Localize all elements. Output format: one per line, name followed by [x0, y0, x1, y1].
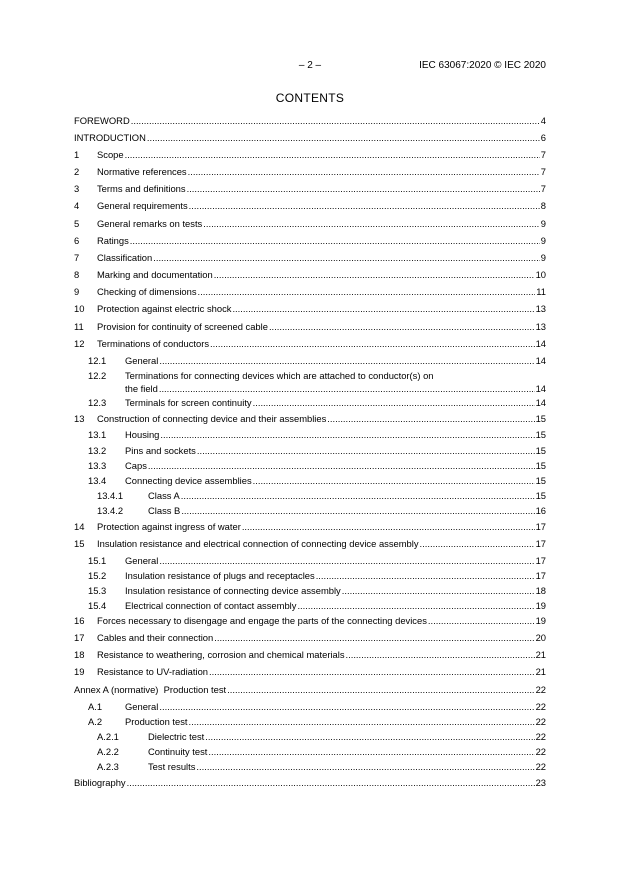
toc-entry-title: Scope — [97, 149, 124, 160]
toc-entry-11[interactable] — [74, 320, 546, 334]
toc-entry-title: Housing — [125, 429, 160, 440]
toc-entry-15-1[interactable] — [74, 554, 546, 568]
toc-entry-page: 14 — [535, 338, 546, 349]
toc-entry-number: 5 — [74, 218, 80, 229]
toc-entry-page: 17 — [535, 570, 546, 581]
toc-entry-page: 20 — [535, 632, 546, 643]
toc-entry-a-2[interactable] — [74, 715, 546, 729]
toc-entry-page: 7 — [540, 149, 546, 160]
toc-entry-3[interactable] — [74, 182, 546, 196]
toc-entry-title: Test results — [148, 761, 196, 772]
toc-entry-title: Production test — [125, 716, 188, 727]
toc-entry-title-line1: Terminations for connecting devices which are attached to conductor(s) on — [125, 370, 434, 381]
toc-entry-annex-a[interactable] — [74, 683, 546, 697]
toc-entry-title: Continuity test — [148, 746, 208, 757]
toc-entry-bibliography[interactable] — [74, 776, 546, 790]
toc-entry-10[interactable] — [74, 302, 546, 316]
toc-entry-foreword[interactable] — [74, 114, 546, 128]
toc-entry-page: 15 — [535, 445, 546, 456]
toc-entry-a-2-1[interactable] — [74, 730, 546, 744]
toc-entry-2[interactable] — [74, 165, 546, 179]
toc-entry-page: 21 — [535, 649, 546, 660]
toc-entry-page: 7 — [540, 183, 546, 194]
toc-entry-9[interactable] — [74, 285, 546, 299]
toc-entry-page: 17 — [535, 538, 546, 549]
toc-entry-number: A.2.2 — [97, 746, 119, 757]
toc-entry-title: Protection against ingress of water — [97, 521, 241, 532]
toc-entry-title: Ratings — [97, 235, 129, 246]
toc-entry-13-3[interactable] — [74, 459, 546, 473]
toc-entry-title: INTRODUCTION — [74, 132, 146, 143]
toc-entry-title: General — [125, 555, 159, 566]
toc-entry-13-4[interactable] — [74, 474, 546, 488]
toc-entry-title: Terminals for screen continuity — [125, 397, 252, 408]
toc-entry-page: 15 — [535, 429, 546, 440]
toc-entry-introduction[interactable] — [74, 131, 546, 145]
toc-entry-16[interactable] — [74, 614, 546, 628]
toc-entry-number: 13.4.2 — [97, 505, 124, 516]
toc-entry-title: Cables and their connection — [97, 632, 214, 643]
toc-entry-title: Insulation resistance and electrical connection of connecting device assembly — [97, 538, 419, 549]
toc-entry-title: Terms and definitions — [97, 183, 186, 194]
toc-entry-page: 15 — [535, 490, 546, 501]
toc-entry-title: General — [125, 355, 159, 366]
toc-entry-number: 7 — [74, 252, 80, 263]
toc-entry-page: 22 — [535, 761, 546, 772]
toc-entry-page: 23 — [535, 777, 546, 788]
toc-entry-title: Marking and documentation — [97, 269, 213, 280]
toc-entry-page: 10 — [535, 269, 546, 280]
toc-entry-number: 3 — [74, 183, 80, 194]
toc-entry-number: 12.1 — [88, 355, 107, 366]
toc-entry-number: A.2.3 — [97, 761, 119, 772]
toc-entry-title: Resistance to weathering, corrosion and chemical materials — [97, 649, 345, 660]
toc-entry-number: 10 — [74, 303, 85, 314]
toc-entry-number: 12.3 — [88, 397, 107, 408]
toc-entry-title: Insulation resistance of plugs and receptacles — [125, 570, 315, 581]
toc-entry-page: 14 — [535, 397, 546, 408]
toc-entry-number: 2 — [74, 166, 80, 177]
toc-entry-number: 15.1 — [88, 555, 107, 566]
toc-entry-13-4-1[interactable] — [74, 489, 546, 503]
toc-entry-page: 18 — [535, 585, 546, 596]
toc-entry-page: 17 — [535, 521, 546, 532]
toc-entry-title: Construction of connecting device and their assemblies — [97, 413, 327, 424]
toc-entry-title: Caps — [125, 460, 147, 471]
toc-entry-title: FOREWORD — [74, 115, 130, 126]
toc-entry-number: 14 — [74, 521, 85, 532]
toc-entry-title: Insulation resistance of connecting device assembly — [125, 585, 341, 596]
toc-entry-title: Connecting device assemblies — [125, 475, 252, 486]
toc-entry-13-4-2[interactable] — [74, 504, 546, 518]
toc-entry-number: A.2 — [88, 716, 103, 727]
toc-entry-15[interactable] — [74, 537, 546, 551]
toc-entry-title: Terminations of conductors — [97, 338, 210, 349]
toc-entry-page: 8 — [540, 200, 546, 211]
toc-entry-page: 14 — [535, 355, 546, 366]
toc-entry-page: 13 — [535, 321, 546, 332]
toc-entry-1[interactable] — [74, 148, 546, 162]
toc-entry-12-3[interactable] — [74, 396, 546, 410]
toc-entry-title: Normative references — [97, 166, 187, 177]
toc-entry-page: 15 — [535, 413, 546, 424]
toc-entry-13-2[interactable] — [74, 444, 546, 458]
toc-entry-a-1[interactable] — [74, 700, 546, 714]
toc-entry-18[interactable] — [74, 648, 546, 662]
toc-entry-title: Class B — [148, 505, 181, 516]
toc-entry-15-2[interactable] — [74, 569, 546, 583]
toc-entry-page: 4 — [540, 115, 546, 126]
toc-entry-title: General — [125, 701, 159, 712]
toc-entry-number: 15.3 — [88, 585, 107, 596]
toc-entry-7[interactable] — [74, 251, 546, 265]
toc-entry-page: 22 — [535, 746, 546, 757]
toc-entry-title: Pins and sockets — [125, 445, 196, 456]
toc-entry-title: Forces necessary to disengage and engage the parts of the connecting devices — [97, 615, 427, 626]
toc-entry-number: 15 — [74, 538, 85, 549]
toc-entry-title: Bibliography — [74, 777, 126, 788]
toc-entry-page: 15 — [535, 460, 546, 471]
toc-entry-number: 18 — [74, 649, 85, 660]
toc-entry-page: 22 — [535, 731, 546, 742]
toc-entry-number: 13.2 — [88, 445, 107, 456]
toc-entry-number: 15.2 — [88, 570, 107, 581]
toc-entry-8[interactable] — [74, 268, 546, 282]
toc-entry-number: 11 — [74, 321, 84, 332]
toc-entry-number: 12 — [74, 338, 85, 349]
toc-entry-a-2-3[interactable] — [74, 760, 546, 774]
toc-entry-page: 17 — [535, 555, 546, 566]
standard-reference: IEC 63067:2020 © IEC 2020 — [419, 60, 546, 71]
toc-entry-number: A.2.1 — [97, 731, 119, 742]
toc-entry-number: 13 — [74, 413, 85, 424]
toc-entry-title: Annex A (normative) Production test — [74, 684, 227, 695]
toc-entry-13-1[interactable] — [74, 428, 546, 442]
toc-entry-title: General remarks on tests — [97, 218, 203, 229]
toc-entry-page: 22 — [535, 716, 546, 727]
toc-entry-title: Provision for continuity of screened cable — [97, 321, 268, 332]
toc-entry-12-2[interactable] — [74, 369, 546, 397]
toc-entry-page: 16 — [535, 505, 546, 516]
toc-entry-page: 22 — [535, 684, 546, 695]
toc-entry-page: 14 — [535, 383, 546, 394]
toc-entry-page: 15 — [535, 475, 546, 486]
toc-entry-page: 19 — [535, 615, 546, 626]
toc-entry-title: Classification — [97, 252, 153, 263]
toc-entry-4[interactable] — [74, 199, 546, 213]
toc-entry-number: 13.4 — [88, 475, 107, 486]
toc-entry-title: Dielectric test — [148, 731, 205, 742]
toc-entry-5[interactable] — [74, 217, 546, 231]
toc-entry-6[interactable] — [74, 234, 546, 248]
toc-entry-number: A.1 — [88, 701, 103, 712]
toc-entry-title: Electrical connection of contact assembly — [125, 600, 297, 611]
toc-entry-13[interactable] — [74, 412, 546, 426]
toc-entry-number: 15.4 — [88, 600, 107, 611]
toc-entry-a-2-2[interactable] — [74, 745, 546, 759]
toc-entry-page: 9 — [540, 218, 546, 229]
toc-entry-15-4[interactable] — [74, 599, 546, 613]
toc-entry-title: Protection against electric shock — [97, 303, 232, 314]
toc-entry-number: 1 — [74, 149, 80, 160]
toc-entry-15-3[interactable] — [74, 584, 546, 598]
toc-entry-number: 13.4.1 — [97, 490, 124, 501]
toc-entry-number: 12.2 — [88, 370, 107, 381]
toc-entry-17[interactable] — [74, 631, 546, 645]
toc-entry-title: Class A — [148, 490, 180, 501]
toc-entry-number: 13.1 — [88, 429, 107, 440]
toc-entry-title: Checking of dimensions — [97, 286, 197, 297]
toc-entry-number: 13.3 — [88, 460, 107, 471]
toc-entry-page: 9 — [540, 252, 546, 263]
toc-entry-12[interactable] — [74, 337, 546, 351]
toc-entry-page: 22 — [535, 701, 546, 712]
toc-entry-page: 11 — [536, 286, 546, 297]
toc-entry-number: 4 — [74, 200, 80, 211]
toc-entry-12-1[interactable] — [74, 354, 546, 368]
toc-entry-number: 8 — [74, 269, 80, 280]
toc-entry-page: 7 — [540, 166, 546, 177]
toc-entry-page: 9 — [540, 235, 546, 246]
toc-entry-title: General requirements — [97, 200, 188, 211]
toc-entry-title: Resistance to UV-radiation — [97, 666, 208, 677]
page-title: CONTENTS — [275, 91, 345, 105]
toc-entry-number: 17 — [74, 632, 85, 643]
toc-entry-page: 13 — [535, 303, 546, 314]
toc-entry-page: 19 — [535, 600, 546, 611]
toc-entry-19[interactable] — [74, 665, 546, 679]
toc-entry-14[interactable] — [74, 520, 546, 534]
page-number: – 2 – — [298, 60, 322, 71]
toc-entry-number: 9 — [74, 286, 80, 297]
toc-entry-title-line2: the field — [125, 383, 158, 394]
toc-entry-number: 6 — [74, 235, 80, 246]
toc-entry-page: 21 — [535, 666, 546, 677]
toc-entry-number: 16 — [74, 615, 85, 626]
toc-entry-number: 19 — [74, 666, 85, 677]
toc-entry-page: 6 — [540, 132, 546, 143]
